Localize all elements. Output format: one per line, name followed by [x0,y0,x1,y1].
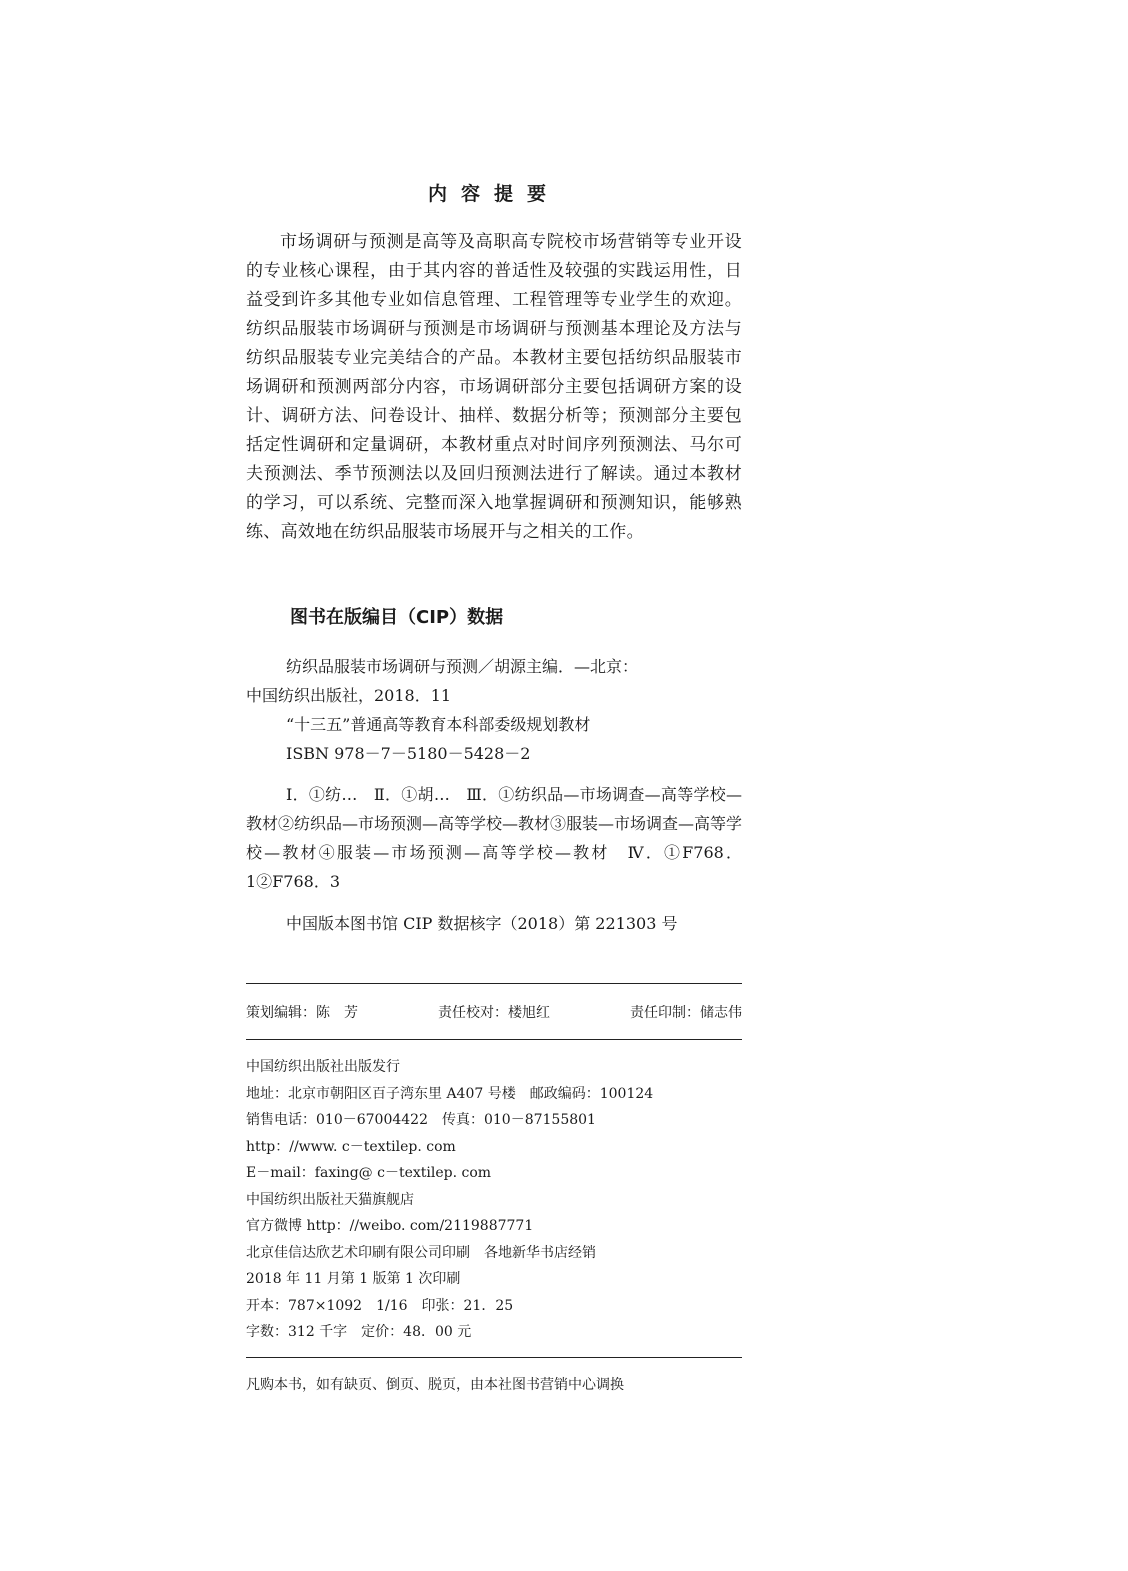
publisher-store: 中国纺织出版社天猫旗舰店 [246,1191,414,1208]
editors-row [246,1000,742,1026]
printer-line: 北京佳信达欣艺术印刷有限公司印刷 各地新华书店经销 [246,1244,596,1261]
cip-classification: Ⅰ．①纺… Ⅱ．①胡… Ⅲ．①纺织品—市场调查—高等学校—教材②纺织品—市场预测—高等学校—教材③服装—市场调查—高等学校—教材④服装—市场预测—高等学校—教材 Ⅳ．①F768．1②F768．3 [246,785,743,891]
publisher-info [246,1054,742,1346]
abstract-title: 内容提要 [427,183,560,205]
publisher-email: E－mail：faxing@ c－textilep. com [246,1165,492,1181]
publisher-line: 中国纺织出版社出版发行 [246,1059,400,1075]
cip-series-line: “十三五”普通高等教育本科部委级规划教材 [286,715,591,734]
abstract-body: 市场调研与预测是高等及高职高专院校市场营销等专业开设的专业核心课程，由于其内容的普适性及较强的实践运用性，日益受到许多其他专业如信息管理、工程管理等专业学生的欢迎。纺织品服装市场调研与预测是市场调研与预测基本理论及方法与纺织品服装专业完美结合的产品。本教材主要包括纺织品服装市场调研和预测两部分内容，市场调研部分主要包括调研方案的设计、调研方法、问卷设计、抽样、数据分析等；预测部分主要包括定性调研和定量调研，本教材重点对时间序列预测法、马尔可夫预测法、季节预测法以及回归预测法进行了解读。通过本教材的学习，可以系统、完整而深入地掌握调研和预测知识，能够熟练、高效地在纺织品服装市场展开与之相关的工作。 [246,232,742,542]
divider-bottom [246,1357,742,1358]
format-line: 开本：787×1092 1/16 印张：21．25 [246,1297,514,1314]
proofreading-editor: 责任校对：楼旭红 [438,1005,550,1021]
publisher-website: http：//www. c－textilep. com [246,1138,456,1155]
cip-record-line-2: 中国纺织出版社，2018．11 [246,686,452,705]
publisher-weibo: 官方微博 http：//weibo. com/2119887771 [246,1218,534,1234]
cip-record [246,652,742,768]
publisher-phone: 销售电话：010－67004422 传真：010－87155801 [246,1112,596,1128]
divider-middle [246,1039,742,1040]
price-line: 字数：312 千字 定价：48．00 元 [246,1324,472,1340]
cip-title: 图书在版编目（CIP）数据 [290,607,504,628]
cip-record-line-1: 纺织品服装市场调研与预测／胡源主编．—北京： [286,657,639,676]
cip-isbn-line: ISBN 978－7－5180－5428－2 [286,744,531,763]
cip-approval: 中国版本图书馆 CIP 数据核字（2018）第 221303 号 [286,914,678,933]
divider-top [246,983,742,984]
planning-editor: 策划编辑：陈 芳 [246,1005,358,1021]
printing-editor: 责任印制：储志伟 [630,1005,742,1021]
publisher-address: 地址：北京市朝阳区百子湾东里 A407 号楼 邮政编码：100124 [246,1085,654,1102]
replacement-notice: 凡购本书，如有缺页、倒页、脱页，由本社图书营销中心调换 [246,1377,624,1393]
edition-line: 2018 年 11 月第 1 版第 1 次印刷 [246,1271,461,1287]
